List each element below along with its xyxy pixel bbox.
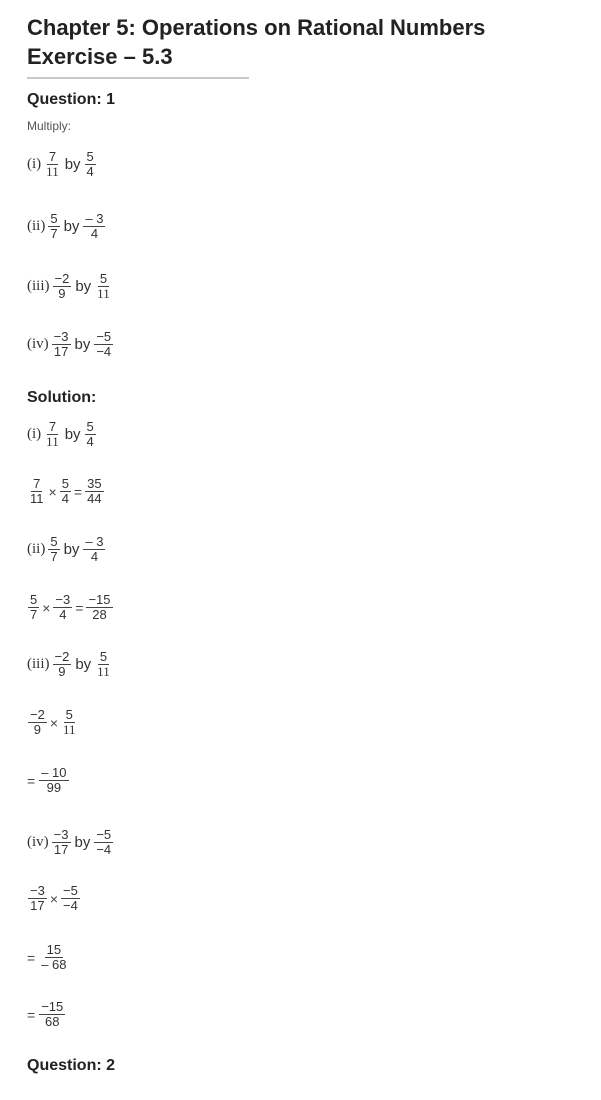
result-fraction	[39, 943, 68, 973]
result-fraction	[39, 766, 68, 796]
fraction-b	[61, 884, 80, 914]
item-label: (iv)	[27, 834, 49, 851]
question-item-iv	[27, 330, 114, 360]
chapter-title: Chapter 5: Operations on Rational Numbers	[27, 15, 486, 40]
denominator: 28	[92, 607, 107, 623]
fraction-b	[53, 593, 72, 623]
by-word: by	[75, 278, 92, 296]
numerator: −3	[53, 329, 69, 344]
numerator: 5	[86, 419, 94, 434]
question-item-i	[27, 150, 97, 180]
fraction-a	[48, 212, 59, 242]
fraction-a	[28, 708, 47, 738]
numerator: 5	[61, 476, 69, 491]
numerator: 5	[99, 271, 108, 286]
solution-item-iv	[27, 828, 114, 858]
item-label: (i)	[27, 156, 42, 173]
result-fraction	[86, 593, 112, 623]
numerator: 5	[30, 592, 38, 607]
denominator: 7	[50, 226, 58, 242]
denominator: 9	[33, 722, 42, 738]
solution-result-iv-1	[27, 943, 70, 973]
numerator: 5	[50, 211, 58, 226]
fraction-b	[85, 150, 96, 180]
solution-result-iv-2	[27, 1000, 66, 1030]
by-word: by	[74, 834, 91, 852]
fraction-b	[83, 212, 105, 242]
numerator: −5	[96, 827, 112, 842]
solution-calc-iii	[27, 708, 79, 738]
solution-result-iii	[27, 766, 70, 796]
equals-sign: =	[75, 599, 84, 616]
by-word: by	[64, 426, 81, 444]
fraction-a	[52, 330, 71, 360]
item-label: (ii)	[27, 218, 46, 235]
by-word: by	[64, 156, 81, 174]
fraction-b	[85, 420, 96, 450]
by-word: by	[75, 656, 92, 674]
solution-calc-i	[27, 477, 105, 507]
denominator: 9	[58, 664, 66, 680]
denominator: 4	[59, 607, 67, 623]
denominator: 11	[97, 286, 110, 302]
equals-sign: =	[27, 1006, 36, 1023]
equals-sign: =	[27, 949, 36, 966]
solution-heading: Solution:	[27, 389, 97, 406]
denominator: −4	[96, 842, 112, 858]
fraction-a	[53, 272, 72, 302]
by-word: by	[74, 336, 91, 354]
numerator: – 3	[85, 211, 104, 226]
result-fraction	[39, 1000, 65, 1030]
fraction-a	[52, 828, 71, 858]
fraction-a	[44, 150, 61, 180]
denominator: 99	[46, 780, 62, 796]
fraction-b	[95, 272, 112, 302]
denominator: 9	[58, 286, 66, 302]
numerator: −5	[96, 329, 112, 344]
fraction-b	[94, 330, 113, 360]
denominator: 4	[86, 434, 94, 450]
fraction-a	[48, 535, 59, 565]
item-label: (iii)	[27, 656, 50, 673]
denominator: 11	[30, 491, 44, 507]
numerator: −3	[55, 592, 71, 607]
numerator: −3	[53, 827, 69, 842]
denominator: 11	[46, 164, 59, 180]
numerator: 5	[65, 707, 73, 722]
fraction-a	[53, 650, 72, 680]
equals-sign: =	[73, 483, 83, 500]
question-item-ii	[27, 212, 106, 242]
fraction-b	[94, 828, 113, 858]
numerator: −15	[41, 999, 64, 1014]
by-word: by	[63, 218, 80, 236]
denominator: 11	[63, 722, 76, 738]
solution-item-ii	[27, 535, 106, 565]
fraction-b	[60, 477, 71, 507]
denominator: 11	[97, 664, 110, 680]
item-label: (i)	[27, 426, 42, 443]
denominator: 17	[30, 898, 45, 914]
by-word: by	[63, 541, 80, 559]
numerator: 5	[86, 149, 94, 164]
numerator: 7	[48, 419, 57, 434]
solution-item-i	[27, 420, 97, 450]
denominator: 7	[50, 549, 58, 565]
fraction-a	[44, 420, 61, 450]
solution-calc-ii	[27, 593, 114, 623]
denominator: 7	[30, 607, 38, 623]
fraction-a	[28, 884, 47, 914]
numerator: 35	[87, 476, 102, 491]
denominator: – 68	[41, 957, 67, 973]
fraction-a	[28, 593, 39, 623]
numerator: 5	[50, 534, 58, 549]
times-sign: ×	[49, 714, 59, 731]
title-divider	[27, 77, 249, 79]
numerator: 7	[48, 149, 57, 164]
denominator: 68	[44, 1014, 60, 1030]
question-1-instruction: Multiply:	[27, 119, 72, 133]
solution-item-iii	[27, 650, 113, 680]
exercise-title: Exercise – 5.3	[27, 44, 173, 69]
numerator: −2	[54, 649, 70, 664]
fraction-b	[95, 650, 112, 680]
question-item-iii	[27, 272, 113, 302]
question-1-heading: Question: 1	[27, 91, 116, 108]
denominator: 11	[46, 434, 59, 450]
numerator: −3	[30, 883, 45, 898]
numerator: −15	[88, 592, 111, 607]
numerator: −5	[63, 883, 78, 898]
equals-sign: =	[27, 772, 36, 789]
fraction-b	[61, 708, 78, 738]
denominator: 17	[53, 842, 69, 858]
times-sign: ×	[42, 599, 51, 616]
denominator: −4	[96, 344, 112, 360]
fraction-b	[83, 535, 105, 565]
denominator: 4	[90, 226, 99, 242]
solution-calc-iv	[27, 884, 81, 914]
item-label: (iii)	[27, 278, 50, 295]
numerator: – 3	[85, 534, 104, 549]
numerator: 7	[33, 476, 41, 491]
times-sign: ×	[49, 890, 59, 907]
numerator: 5	[99, 649, 108, 664]
times-sign: ×	[48, 483, 57, 500]
item-label: (ii)	[27, 541, 46, 558]
numerator: – 10	[41, 765, 67, 780]
fraction-a	[28, 477, 46, 507]
numerator: −2	[30, 707, 45, 722]
numerator: 15	[46, 942, 62, 957]
denominator: 4	[90, 549, 99, 565]
denominator: −4	[63, 898, 78, 914]
result-fraction	[85, 477, 103, 507]
numerator: −2	[54, 271, 70, 286]
denominator: 4	[86, 164, 94, 180]
denominator: 44	[87, 491, 102, 507]
question-2-heading: Question: 2	[27, 1057, 116, 1074]
denominator: 4	[61, 491, 69, 507]
denominator: 17	[53, 344, 69, 360]
item-label: (iv)	[27, 336, 49, 353]
